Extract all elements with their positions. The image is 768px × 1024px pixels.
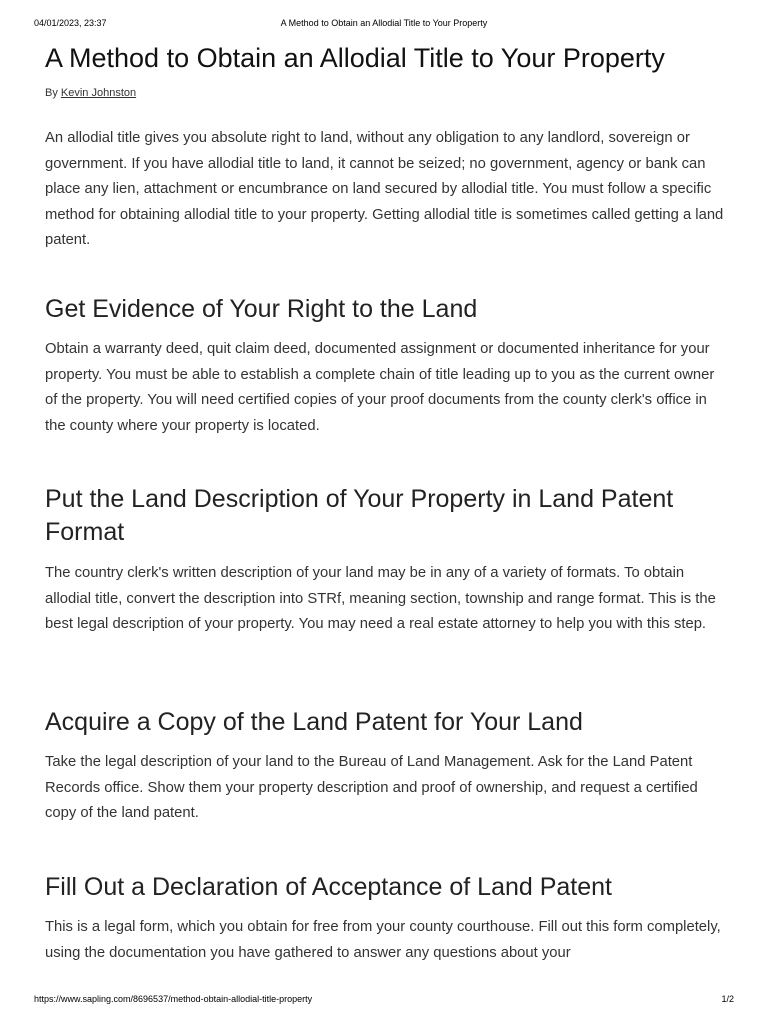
author-link[interactable]: Kevin Johnston [60, 87, 137, 99]
section-land-patent-copy [45, 706, 725, 827]
article-title: A Method to Obtain an Allodial Title to Your Property [45, 43, 665, 73]
print-footer [34, 994, 734, 1006]
print-date: 04/01/2023, 23:37 [34, 18, 107, 28]
print-header [34, 18, 734, 30]
section-heading: Acquire a Copy of the Land Patent for Your Land [45, 708, 583, 736]
section-heading: Put the Land Description of Your Property in Land Patent Format [45, 485, 674, 546]
section-declaration [45, 871, 725, 966]
page-number: 1/2 [721, 994, 734, 1004]
print-document-title: A Method to Obtain an Allodial Title to Your Property [280, 18, 488, 28]
byline [45, 87, 725, 99]
byline-prefix: By [45, 87, 58, 99]
page-url: https://www.sapling.com/8696537/method-obtain-allodial-title-property [34, 994, 313, 1004]
section-heading: Fill Out a Declaration of Acceptance of Land Patent [45, 873, 613, 901]
section-body: The country clerk's written description of your land may be in any of a variety of formats. To obtain allodial title, convert the description into STRf, meaning section, township and range format. This is the best legal description of your property. You may need a real estate attorney to help you with this step. [45, 565, 716, 633]
section-body: This is a legal form, which you obtain for free from your county courthouse. Fill out this form completely, using the documentation you have gathered to answer any questions about your [45, 919, 721, 961]
section-heading: Get Evidence of Your Right to the Land [45, 295, 478, 323]
intro-paragraph: An allodial title gives you absolute right to land, without any obligation to any landlord, sovereign or government. If you have allodial title to land, it cannot be seized; no government, agency or bank can place any lien, attachment or encumbrance on land secured by allodial title. You must follow a specific method for obtaining allodial title to your property. Getting allodial title is sometimes called getting a land patent. [45, 130, 724, 249]
section-body: Take the legal description of your land to the Bureau of Land Management. Ask for the Land Patent Records office. Show them your property description and proof of ownership, and request a certified copy of the land patent. [45, 754, 698, 822]
article [45, 40, 725, 961]
section-land-description [45, 483, 725, 638]
section-body: Obtain a warranty deed, quit claim deed, documented assignment or documented inheritance for your property. You must be able to establish a complete chain of title leading up to you as the current owner of the property. You will need certified copies of your proof documents from the county clerk's office in the county where your property is located. [45, 341, 715, 434]
section-evidence [45, 293, 725, 439]
